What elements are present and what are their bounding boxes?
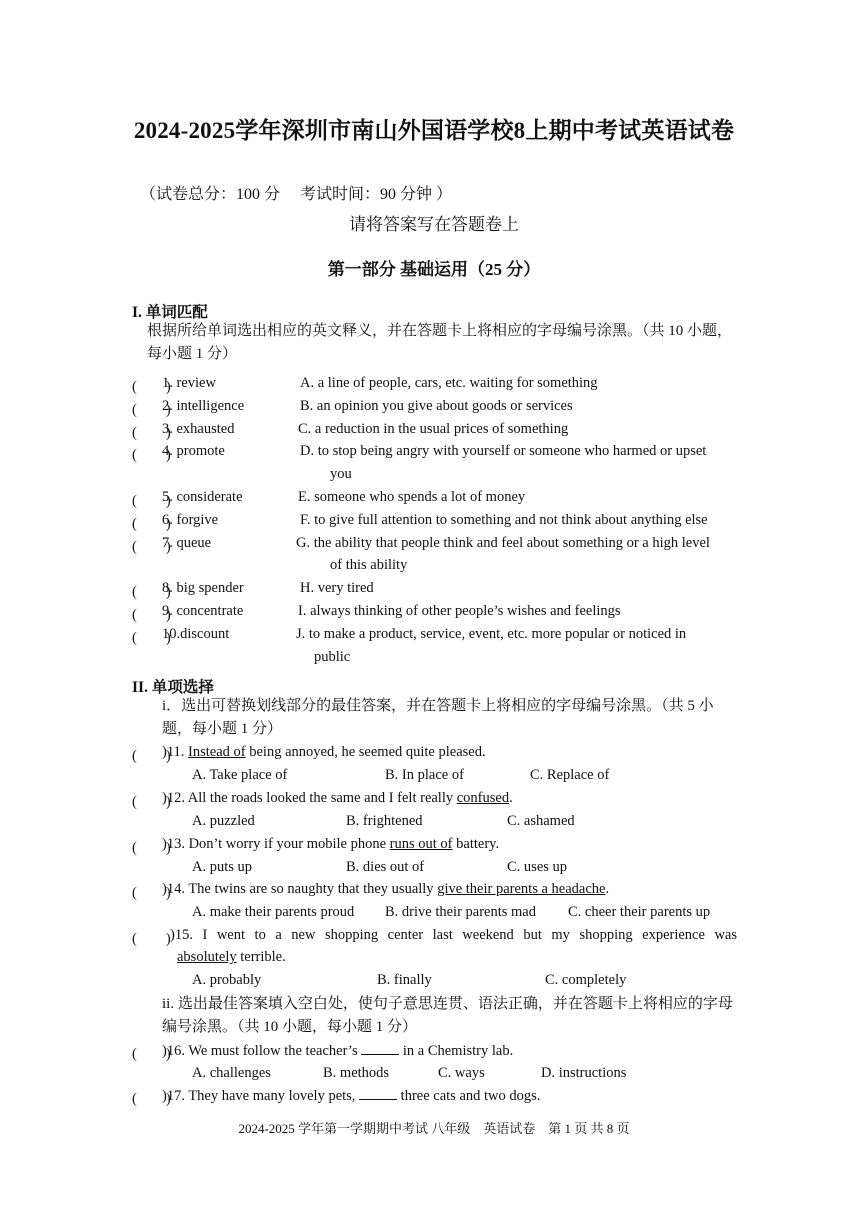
option[interactable]: A. challenges	[192, 1065, 271, 1081]
match-definition: B. an opinion you give about goods or services	[300, 398, 573, 414]
exam-title: 2024-2025学年深圳市南山外国语学校8上期中考试英语试卷	[133, 118, 735, 143]
answer-paren[interactable]: ( )	[132, 840, 171, 856]
answer-paren[interactable]: ( )	[132, 402, 171, 418]
option[interactable]: A. make their parents proud	[192, 904, 355, 920]
section-title: I. 单词匹配	[132, 304, 208, 321]
underlined-phrase: confused	[456, 790, 510, 806]
question-14: )14. The twins are so naughty that they usually give their parents a headache.	[162, 881, 610, 897]
question-16: )16. We must follow the teacher’s in a Chemistry lab.	[162, 1043, 514, 1059]
section-instruction: i．选出可替换划线部分的最佳答案，并在答题卡上将相应的字母编号涂黑。（共 5 小题，每小题 1 分）	[162, 698, 714, 737]
option[interactable]: C. ashamed	[507, 813, 575, 829]
answer-paren[interactable]: ( )	[132, 748, 171, 764]
question-17: )17. They have many lovely pets, three cats and two dogs.	[162, 1088, 541, 1104]
match-definition: G. the ability that people think and feel about something or a high level	[296, 535, 710, 551]
answer-paren[interactable]: ( )	[132, 794, 171, 810]
answer-paren[interactable]: ( )	[132, 493, 171, 509]
answer-paren[interactable]: ( )	[132, 1046, 171, 1062]
question-15-cont: absolutely terrible.	[177, 949, 286, 965]
question-15: )15. I went to a new shopping center last weekend but my shopping experience was	[170, 927, 737, 943]
answer-paren[interactable]: ( )	[132, 885, 171, 901]
option[interactable]: B. finally	[377, 972, 432, 988]
match-word: 2. intelligence	[162, 398, 245, 414]
answer-paren[interactable]: ( )	[132, 379, 171, 395]
option[interactable]: B. frightened	[346, 813, 423, 829]
option[interactable]: C. uses up	[507, 859, 568, 875]
page-footer: 2024-2025 学年第一学期期中考试 八年级 英语试卷 第 1 页 共 8 页	[238, 1121, 630, 1136]
option[interactable]: C. completely	[545, 972, 627, 988]
fill-blank[interactable]	[359, 1087, 397, 1100]
match-word: 5. considerate	[162, 489, 243, 505]
match-word: 7. queue	[162, 535, 212, 551]
answer-paren[interactable]: ( )	[132, 607, 171, 623]
match-definition: I. always thinking of other people’s wishes and feelings	[298, 603, 621, 619]
option[interactable]: B. methods	[323, 1065, 390, 1081]
underlined-phrase: runs out of	[389, 836, 453, 852]
option[interactable]: A. probably	[192, 972, 262, 988]
option[interactable]: C. Replace of	[530, 767, 610, 783]
answer-paren[interactable]: ( )	[132, 516, 171, 532]
option[interactable]: D. instructions	[541, 1065, 627, 1081]
match-definition: J. to make a product, service, event, etc. more popular or noticed in	[296, 626, 687, 642]
section-instruction: ii. 选出最佳答案填入空白处，使句子意思连贯、语法正确，并在答题卡上将相应的字母编号涂黑。（共 10 小题，每小题 1 分）	[162, 996, 733, 1035]
option[interactable]: C. cheer their parents up	[568, 904, 711, 920]
match-definition: F. to give full attention to something and not think about anything else	[300, 512, 708, 528]
option[interactable]: B. In place of	[385, 767, 464, 783]
answer-paren[interactable]: ( )	[132, 630, 171, 646]
match-definition: D. to stop being angry with yourself or someone who harmed or upset	[300, 443, 707, 459]
underlined-phrase: give their parents a headache	[437, 881, 606, 897]
underlined-phrase: absolutely	[177, 949, 237, 965]
match-word: 6. forgive	[162, 512, 219, 528]
question-12: )12. All the roads looked the same and I felt really confused.	[162, 790, 513, 806]
option[interactable]: C. ways	[438, 1065, 485, 1081]
fill-blank[interactable]	[361, 1042, 399, 1055]
exam-meta: （试卷总分：100 分 考试时间：90 分钟 ）	[140, 186, 453, 203]
match-definition: A. a line of people, cars, etc. waiting for something	[300, 375, 598, 391]
option[interactable]: A. puts up	[192, 859, 253, 875]
question-11: )11. Instead of being annoyed, he seemed quite pleased.	[162, 744, 486, 760]
section-instruction: 根据所给单词选出相应的英文释义，并在答题卡上将相应的字母编号涂黑。（共 10 小题，每小题 1 分）	[147, 323, 733, 362]
match-word: 1. review	[162, 375, 216, 391]
option[interactable]: A. puzzled	[192, 813, 255, 829]
section-title: II. 单项选择	[132, 679, 214, 696]
match-word: 8. big spender	[162, 580, 244, 596]
option[interactable]: B. dies out of	[346, 859, 425, 875]
match-definition: you	[330, 466, 352, 482]
question-13: )13. Don’t worry if your mobile phone runs out of battery.	[162, 836, 500, 852]
match-word: 3. exhausted	[162, 421, 235, 437]
option[interactable]: A. Take place of	[192, 767, 288, 783]
answer-paren[interactable]: ( )	[132, 931, 171, 947]
answer-paren[interactable]: ( )	[132, 539, 171, 555]
answer-paren[interactable]: ( )	[132, 447, 171, 463]
option[interactable]: B. drive their parents mad	[385, 904, 536, 920]
answer-paren[interactable]: ( )	[132, 584, 171, 600]
match-definition: C. a reduction in the usual prices of something	[298, 421, 569, 437]
match-word: 9. concentrate	[162, 603, 244, 619]
underlined-phrase: Instead of	[188, 744, 246, 760]
answer-paren[interactable]: ( )	[132, 425, 171, 441]
answer-notice: 请将答案写在答题卷上	[349, 215, 519, 234]
match-definition: E. someone who spends a lot of money	[298, 489, 526, 505]
answer-paren[interactable]: ( )	[132, 1091, 171, 1107]
match-word: 10.discount	[162, 626, 230, 642]
part-heading: 第一部分 基础运用（25 分）	[327, 260, 541, 279]
match-definition: H. very tired	[300, 580, 374, 596]
match-word: 4. promote	[162, 443, 225, 459]
match-definition: public	[314, 649, 351, 665]
match-definition: of this ability	[330, 557, 408, 573]
